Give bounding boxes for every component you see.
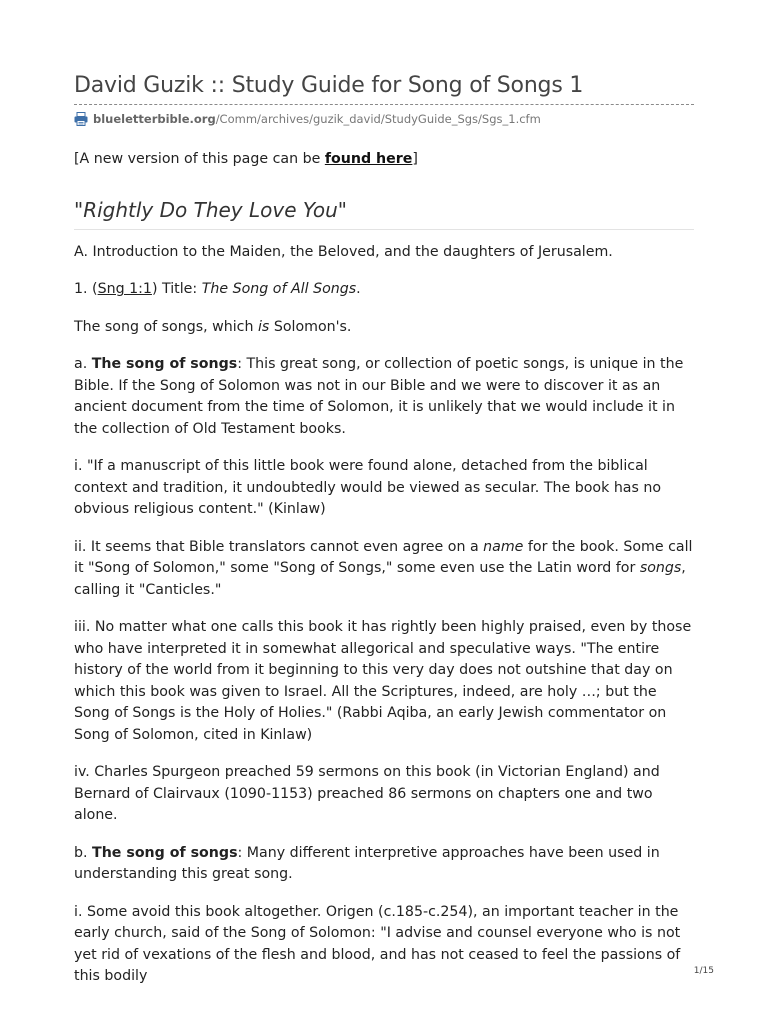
point-1-title: The Song of All Songs	[201, 281, 357, 297]
new-version-notice	[74, 149, 694, 171]
page-title: David Guzik :: Study Guide for Song of Songs 1	[74, 73, 584, 98]
point-a-paragraph	[74, 354, 694, 440]
point-b-text: : Many different interpretive approaches have been used in understanding this great song.	[74, 844, 660, 882]
source-path: /Comm/archives/guzik_david/StudyGuide_Sgs/Sgs_1.cfm	[215, 112, 541, 126]
point-a-iii-paragraph: iii. No matter what one calls this book it has rightly been highly praised, even by those who have interpreted it in somewhat allegorical and speculative ways. "The entire history of the world from it beginning to this very day does not outshine that day on which this book was given to Israel. All the Scriptures, indeed, are holy …; but the Song of Songs is the Holy of Holies." (Rabbi Aqiba, an early Jewish commentator on Song of Solomon, cited in Kinlaw)	[74, 619, 692, 743]
source-domain: blueletterbible.org	[93, 112, 216, 126]
point-a-text: : This great song, or collection of poetic songs, is unique in the Bible. If the Song of Solomon was not in our Bible and we were to discover it as an ancient document from the time of Solomon, it is unlikely that we would include it in the collection of Old Testament books.	[74, 356, 684, 437]
printer-icon	[74, 112, 88, 126]
point-1-suffix: .	[356, 281, 361, 297]
notice-suffix: ]	[412, 151, 418, 167]
found-here-link[interactable]: found here	[324, 151, 413, 167]
point-a-ii-part2: for the book. Some call it "Song of Solomon," some "Song of Songs," some even use the Latin word for	[74, 538, 693, 576]
intro-paragraph: A. Introduction to the Maiden, the Beloved, and the daughters of Jerusalem.	[74, 243, 613, 260]
point-a-prefix: a.	[74, 356, 92, 372]
point-b-bold: The song of songs	[92, 844, 238, 861]
point-a-ii-part1: ii. It seems that Bible translators cannot even agree on a	[74, 538, 484, 555]
point-a-ii-paragraph	[74, 537, 694, 602]
verse-after: Solomon's.	[269, 318, 352, 335]
point-a-ii-italic2: songs	[639, 560, 682, 576]
point-b-i-paragraph: i. Some avoid this book altogether. Origen (c.185-c.254), an important teacher in the early church, said of the Song of Solomon: "I advise and counsel everyone who is not yet rid of vexations of the flesh and blood, and has not ceased to feel the passions of this bodily	[74, 903, 681, 984]
point-1-middle: ) Title:	[151, 281, 202, 297]
verse-before: The song of songs, which	[74, 318, 258, 335]
verse-italic: is	[257, 318, 270, 335]
scripture-reference-link[interactable]: Sng 1:1	[97, 281, 152, 297]
point-a-ii-italic1: name	[483, 538, 524, 555]
section-heading: "Rightly Do They Love You"	[74, 196, 694, 230]
point-b-prefix: b.	[74, 844, 93, 861]
point-a-iv-paragraph: iv. Charles Spurgeon preached 59 sermons on this book (in Victorian England) and Bernard of Clairvaux (1090-1153) preached 86 sermons on chapters one and two alone.	[74, 764, 660, 823]
source-url[interactable]	[74, 110, 694, 128]
point-b-paragraph	[74, 843, 694, 886]
point-a-i-paragraph: i. "If a manuscript of this little book were found alone, detached from the biblical context and tradition, it undoubtedly would be viewed as secular. The book has no obvious religious content." (Kinlaw)	[74, 458, 662, 517]
point-1-paragraph	[74, 279, 694, 301]
point-a-ii-part3: , calling it "Canticles."	[74, 560, 686, 598]
point-1-prefix: 1. (	[74, 281, 98, 297]
notice-prefix: [A new version of this page can be	[74, 151, 325, 167]
verse-text	[74, 317, 694, 339]
page-number: 1/15	[693, 966, 714, 976]
document-page	[74, 70, 694, 988]
title-divider	[74, 104, 694, 105]
point-a-bold: The song of songs	[91, 356, 238, 372]
